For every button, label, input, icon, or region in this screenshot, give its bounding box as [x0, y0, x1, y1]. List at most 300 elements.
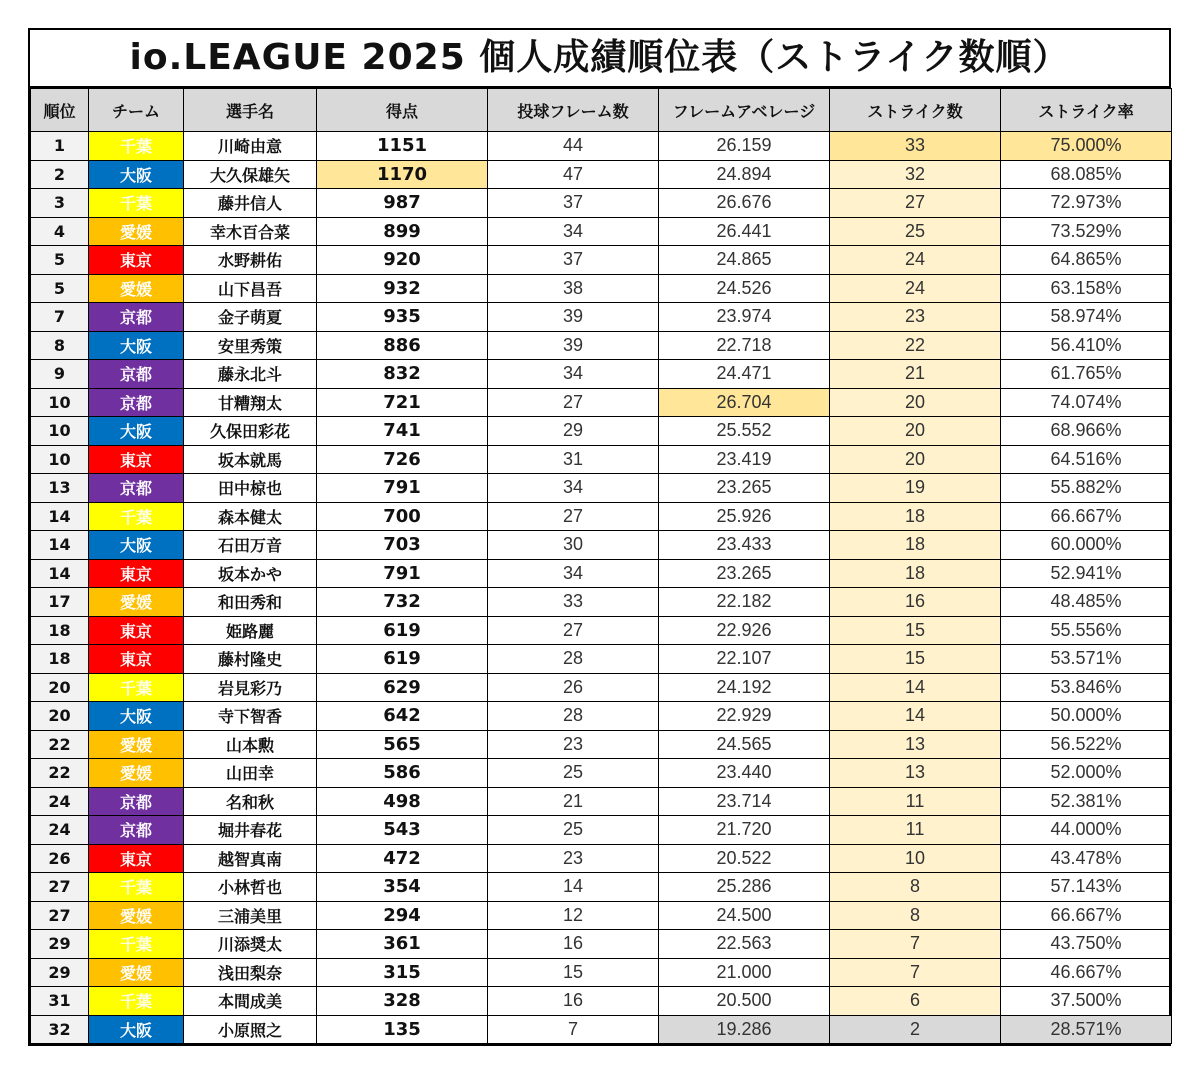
strikes-cell: 32 — [830, 160, 1001, 189]
frame-average-cell: 19.286 — [659, 1015, 830, 1044]
frames-cell: 23 — [488, 844, 659, 873]
table-row — [31, 930, 1172, 959]
strike-rate-cell: 52.381% — [1001, 787, 1172, 816]
score-cell: 619 — [317, 645, 488, 674]
strikes-cell: 13 — [830, 759, 1001, 788]
rank-cell: 14 — [31, 531, 89, 560]
frame-average-cell: 25.926 — [659, 502, 830, 531]
header-row — [31, 89, 1172, 132]
frames-cell: 25 — [488, 759, 659, 788]
player-name-cell: 金子萌夏 — [184, 303, 317, 332]
team-cell: 東京 — [89, 645, 184, 674]
player-name-cell: 藤井信人 — [184, 189, 317, 218]
frame-average-cell: 25.286 — [659, 873, 830, 902]
team-cell: 愛媛 — [89, 759, 184, 788]
player-name-cell: 甘糟翔太 — [184, 388, 317, 417]
frames-cell: 33 — [488, 588, 659, 617]
frame-average-cell: 24.526 — [659, 274, 830, 303]
strike-rate-cell: 48.485% — [1001, 588, 1172, 617]
frame-average-cell: 24.471 — [659, 360, 830, 389]
strike-rate-cell: 74.074% — [1001, 388, 1172, 417]
table-row — [31, 160, 1172, 189]
score-cell: 791 — [317, 474, 488, 503]
strikes-cell: 20 — [830, 417, 1001, 446]
rank-cell: 14 — [31, 559, 89, 588]
player-name-cell: 水野耕佑 — [184, 246, 317, 275]
header-rank: 順位 — [31, 89, 89, 132]
strike-rate-cell: 50.000% — [1001, 702, 1172, 731]
score-cell: 935 — [317, 303, 488, 332]
table-row — [31, 274, 1172, 303]
strike-rate-cell: 53.846% — [1001, 673, 1172, 702]
player-name-cell: 三浦美里 — [184, 901, 317, 930]
score-cell: 721 — [317, 388, 488, 417]
table-body — [31, 132, 1172, 1044]
strike-rate-cell: 68.085% — [1001, 160, 1172, 189]
frame-average-cell: 22.182 — [659, 588, 830, 617]
team-cell: 大阪 — [89, 1015, 184, 1044]
frame-average-cell: 22.107 — [659, 645, 830, 674]
frames-cell: 21 — [488, 787, 659, 816]
rank-cell: 20 — [31, 673, 89, 702]
team-cell: 千葉 — [89, 930, 184, 959]
team-cell: 愛媛 — [89, 274, 184, 303]
table-row — [31, 474, 1172, 503]
player-name-cell: 山田幸 — [184, 759, 317, 788]
player-name-cell: 大久保雄矢 — [184, 160, 317, 189]
frames-cell: 28 — [488, 645, 659, 674]
header-frames: 投球フレーム数 — [488, 89, 659, 132]
team-cell: 千葉 — [89, 502, 184, 531]
team-cell: 京都 — [89, 816, 184, 845]
frames-cell: 44 — [488, 132, 659, 161]
header-strike-rate: ストライク率 — [1001, 89, 1172, 132]
strikes-cell: 8 — [830, 901, 1001, 930]
team-cell: 大阪 — [89, 531, 184, 560]
score-cell: 472 — [317, 844, 488, 873]
team-cell: 東京 — [89, 445, 184, 474]
rank-cell: 2 — [31, 160, 89, 189]
frame-average-cell: 24.894 — [659, 160, 830, 189]
strikes-cell: 15 — [830, 616, 1001, 645]
team-cell: 大阪 — [89, 331, 184, 360]
score-cell: 741 — [317, 417, 488, 446]
rank-cell: 22 — [31, 759, 89, 788]
strike-rate-cell: 73.529% — [1001, 217, 1172, 246]
score-cell: 586 — [317, 759, 488, 788]
strikes-cell: 8 — [830, 873, 1001, 902]
page-title: io.LEAGUE 2025 個人成績順位表（ストライク数順） — [30, 30, 1169, 88]
table-row — [31, 531, 1172, 560]
table-row — [31, 702, 1172, 731]
frame-average-cell: 24.565 — [659, 730, 830, 759]
strikes-cell: 7 — [830, 958, 1001, 987]
strikes-cell: 11 — [830, 816, 1001, 845]
team-cell: 愛媛 — [89, 217, 184, 246]
table-row — [31, 189, 1172, 218]
score-cell: 565 — [317, 730, 488, 759]
table-row — [31, 217, 1172, 246]
table-row — [31, 303, 1172, 332]
table-row — [31, 1015, 1172, 1044]
rank-cell: 29 — [31, 930, 89, 959]
table-row — [31, 588, 1172, 617]
frames-cell: 28 — [488, 702, 659, 731]
strike-rate-cell: 55.882% — [1001, 474, 1172, 503]
strikes-cell: 33 — [830, 132, 1001, 161]
team-cell: 京都 — [89, 303, 184, 332]
team-cell: 京都 — [89, 388, 184, 417]
player-name-cell: 小林哲也 — [184, 873, 317, 902]
team-cell: 京都 — [89, 787, 184, 816]
ranking-table — [30, 88, 1172, 1044]
score-cell: 700 — [317, 502, 488, 531]
strikes-cell: 2 — [830, 1015, 1001, 1044]
frame-average-cell: 23.433 — [659, 531, 830, 560]
strike-rate-cell: 46.667% — [1001, 958, 1172, 987]
team-cell: 大阪 — [89, 702, 184, 731]
player-name-cell: 川崎由意 — [184, 132, 317, 161]
team-cell: 千葉 — [89, 673, 184, 702]
table-row — [31, 673, 1172, 702]
strike-rate-cell: 61.765% — [1001, 360, 1172, 389]
header-team: チーム — [89, 89, 184, 132]
frame-average-cell: 22.718 — [659, 331, 830, 360]
frame-average-cell: 26.704 — [659, 388, 830, 417]
frame-average-cell: 23.419 — [659, 445, 830, 474]
frame-average-cell: 23.265 — [659, 559, 830, 588]
strikes-cell: 10 — [830, 844, 1001, 873]
score-cell: 543 — [317, 816, 488, 845]
player-name-cell: 岩見彩乃 — [184, 673, 317, 702]
strikes-cell: 18 — [830, 559, 1001, 588]
player-name-cell: 坂本かや — [184, 559, 317, 588]
score-cell: 619 — [317, 616, 488, 645]
score-cell: 899 — [317, 217, 488, 246]
strike-rate-cell: 28.571% — [1001, 1015, 1172, 1044]
table-row — [31, 816, 1172, 845]
strike-rate-cell: 57.143% — [1001, 873, 1172, 902]
strikes-cell: 20 — [830, 445, 1001, 474]
frame-average-cell: 24.192 — [659, 673, 830, 702]
frames-cell: 16 — [488, 987, 659, 1016]
strikes-cell: 19 — [830, 474, 1001, 503]
score-cell: 1151 — [317, 132, 488, 161]
player-name-cell: 田中椋也 — [184, 474, 317, 503]
score-cell: 1170 — [317, 160, 488, 189]
frame-average-cell: 22.929 — [659, 702, 830, 731]
rank-cell: 27 — [31, 901, 89, 930]
ranking-sheet — [28, 28, 1171, 1046]
score-cell: 703 — [317, 531, 488, 560]
player-name-cell: 森本健太 — [184, 502, 317, 531]
frames-cell: 34 — [488, 360, 659, 389]
rank-cell: 4 — [31, 217, 89, 246]
frames-cell: 15 — [488, 958, 659, 987]
score-cell: 629 — [317, 673, 488, 702]
team-cell: 東京 — [89, 559, 184, 588]
score-cell: 135 — [317, 1015, 488, 1044]
player-name-cell: 越智真南 — [184, 844, 317, 873]
table-row — [31, 958, 1172, 987]
player-name-cell: 藤永北斗 — [184, 360, 317, 389]
frames-cell: 39 — [488, 331, 659, 360]
frame-average-cell: 20.522 — [659, 844, 830, 873]
strikes-cell: 18 — [830, 502, 1001, 531]
rank-cell: 8 — [31, 331, 89, 360]
score-cell: 920 — [317, 246, 488, 275]
strikes-cell: 16 — [830, 588, 1001, 617]
strike-rate-cell: 56.410% — [1001, 331, 1172, 360]
rank-cell: 14 — [31, 502, 89, 531]
frame-average-cell: 21.720 — [659, 816, 830, 845]
strikes-cell: 27 — [830, 189, 1001, 218]
strikes-cell: 22 — [830, 331, 1001, 360]
rank-cell: 3 — [31, 189, 89, 218]
frame-average-cell: 26.441 — [659, 217, 830, 246]
rank-cell: 17 — [31, 588, 89, 617]
team-cell: 大阪 — [89, 160, 184, 189]
table-row — [31, 759, 1172, 788]
strike-rate-cell: 63.158% — [1001, 274, 1172, 303]
player-name-cell: 浅田梨奈 — [184, 958, 317, 987]
strikes-cell: 18 — [830, 531, 1001, 560]
table-row — [31, 901, 1172, 930]
rank-cell: 10 — [31, 417, 89, 446]
strike-rate-cell: 55.556% — [1001, 616, 1172, 645]
player-name-cell: 坂本就馬 — [184, 445, 317, 474]
table-row — [31, 331, 1172, 360]
strikes-cell: 11 — [830, 787, 1001, 816]
strikes-cell: 7 — [830, 930, 1001, 959]
frames-cell: 38 — [488, 274, 659, 303]
score-cell: 832 — [317, 360, 488, 389]
strike-rate-cell: 52.941% — [1001, 559, 1172, 588]
table-row — [31, 987, 1172, 1016]
frames-cell: 30 — [488, 531, 659, 560]
frames-cell: 26 — [488, 673, 659, 702]
team-cell: 千葉 — [89, 873, 184, 902]
table-row — [31, 246, 1172, 275]
frame-average-cell: 26.676 — [659, 189, 830, 218]
player-name-cell: 小原照之 — [184, 1015, 317, 1044]
strike-rate-cell: 43.478% — [1001, 844, 1172, 873]
score-cell: 791 — [317, 559, 488, 588]
strikes-cell: 14 — [830, 702, 1001, 731]
strike-rate-cell: 53.571% — [1001, 645, 1172, 674]
strikes-cell: 21 — [830, 360, 1001, 389]
score-cell: 932 — [317, 274, 488, 303]
frame-average-cell: 26.159 — [659, 132, 830, 161]
frames-cell: 34 — [488, 559, 659, 588]
team-cell: 東京 — [89, 616, 184, 645]
rank-cell: 32 — [31, 1015, 89, 1044]
player-name-cell: 姫路麗 — [184, 616, 317, 645]
frames-cell: 34 — [488, 217, 659, 246]
strikes-cell: 15 — [830, 645, 1001, 674]
strikes-cell: 25 — [830, 217, 1001, 246]
score-cell: 328 — [317, 987, 488, 1016]
table-row — [31, 616, 1172, 645]
team-cell: 愛媛 — [89, 730, 184, 759]
score-cell: 886 — [317, 331, 488, 360]
rank-cell: 1 — [31, 132, 89, 161]
header-strikes: ストライク数 — [830, 89, 1001, 132]
player-name-cell: 山下昌吾 — [184, 274, 317, 303]
header-frame-average: フレームアベレージ — [659, 89, 830, 132]
rank-cell: 24 — [31, 816, 89, 845]
strikes-cell: 24 — [830, 274, 1001, 303]
rank-cell: 26 — [31, 844, 89, 873]
player-name-cell: 久保田彩花 — [184, 417, 317, 446]
player-name-cell: 堀井春花 — [184, 816, 317, 845]
frame-average-cell: 25.552 — [659, 417, 830, 446]
rank-cell: 5 — [31, 246, 89, 275]
table-row — [31, 445, 1172, 474]
rank-cell: 29 — [31, 958, 89, 987]
team-cell: 千葉 — [89, 987, 184, 1016]
strikes-cell: 14 — [830, 673, 1001, 702]
score-cell: 294 — [317, 901, 488, 930]
frames-cell: 37 — [488, 246, 659, 275]
header-score: 得点 — [317, 89, 488, 132]
player-name-cell: 安里秀策 — [184, 331, 317, 360]
player-name-cell: 本間成美 — [184, 987, 317, 1016]
score-cell: 642 — [317, 702, 488, 731]
team-cell: 大阪 — [89, 417, 184, 446]
table-row — [31, 559, 1172, 588]
rank-cell: 20 — [31, 702, 89, 731]
player-name-cell: 和田秀和 — [184, 588, 317, 617]
team-cell: 愛媛 — [89, 588, 184, 617]
frame-average-cell: 23.714 — [659, 787, 830, 816]
frames-cell: 29 — [488, 417, 659, 446]
frames-cell: 14 — [488, 873, 659, 902]
table-row — [31, 502, 1172, 531]
frame-average-cell: 24.500 — [659, 901, 830, 930]
score-cell: 732 — [317, 588, 488, 617]
rank-cell: 10 — [31, 388, 89, 417]
frame-average-cell: 23.265 — [659, 474, 830, 503]
strikes-cell: 20 — [830, 388, 1001, 417]
frames-cell: 16 — [488, 930, 659, 959]
strike-rate-cell: 72.973% — [1001, 189, 1172, 218]
rank-cell: 10 — [31, 445, 89, 474]
frame-average-cell: 21.000 — [659, 958, 830, 987]
frame-average-cell: 24.865 — [659, 246, 830, 275]
team-cell: 東京 — [89, 844, 184, 873]
frame-average-cell: 23.974 — [659, 303, 830, 332]
player-name-cell: 藤村隆史 — [184, 645, 317, 674]
table-row — [31, 730, 1172, 759]
strike-rate-cell: 37.500% — [1001, 987, 1172, 1016]
player-name-cell: 石田万音 — [184, 531, 317, 560]
rank-cell: 27 — [31, 873, 89, 902]
rank-cell: 24 — [31, 787, 89, 816]
frame-average-cell: 22.926 — [659, 616, 830, 645]
strike-rate-cell: 56.522% — [1001, 730, 1172, 759]
table-row — [31, 132, 1172, 161]
strike-rate-cell: 64.865% — [1001, 246, 1172, 275]
strike-rate-cell: 60.000% — [1001, 531, 1172, 560]
strike-rate-cell: 64.516% — [1001, 445, 1172, 474]
score-cell: 498 — [317, 787, 488, 816]
frames-cell: 23 — [488, 730, 659, 759]
strikes-cell: 13 — [830, 730, 1001, 759]
rank-cell: 9 — [31, 360, 89, 389]
table-row — [31, 645, 1172, 674]
strike-rate-cell: 75.000% — [1001, 132, 1172, 161]
table-row — [31, 787, 1172, 816]
strike-rate-cell: 43.750% — [1001, 930, 1172, 959]
frames-cell: 27 — [488, 502, 659, 531]
frame-average-cell: 20.500 — [659, 987, 830, 1016]
frames-cell: 34 — [488, 474, 659, 503]
rank-cell: 18 — [31, 616, 89, 645]
rank-cell: 18 — [31, 645, 89, 674]
table-row — [31, 388, 1172, 417]
team-cell: 愛媛 — [89, 958, 184, 987]
strike-rate-cell: 58.974% — [1001, 303, 1172, 332]
frames-cell: 7 — [488, 1015, 659, 1044]
frame-average-cell: 23.440 — [659, 759, 830, 788]
strike-rate-cell: 68.966% — [1001, 417, 1172, 446]
score-cell: 726 — [317, 445, 488, 474]
strike-rate-cell: 44.000% — [1001, 816, 1172, 845]
score-cell: 987 — [317, 189, 488, 218]
player-name-cell: 名和秋 — [184, 787, 317, 816]
team-cell: 千葉 — [89, 189, 184, 218]
table-row — [31, 417, 1172, 446]
table-row — [31, 360, 1172, 389]
frames-cell: 25 — [488, 816, 659, 845]
team-cell: 愛媛 — [89, 901, 184, 930]
rank-cell: 31 — [31, 987, 89, 1016]
strike-rate-cell: 66.667% — [1001, 502, 1172, 531]
rank-cell: 13 — [31, 474, 89, 503]
frames-cell: 27 — [488, 388, 659, 417]
frames-cell: 39 — [488, 303, 659, 332]
frames-cell: 37 — [488, 189, 659, 218]
player-name-cell: 山本勲 — [184, 730, 317, 759]
player-name-cell: 幸木百合菜 — [184, 217, 317, 246]
rank-cell: 5 — [31, 274, 89, 303]
rank-cell: 7 — [31, 303, 89, 332]
strike-rate-cell: 66.667% — [1001, 901, 1172, 930]
header-player-name: 選手名 — [184, 89, 317, 132]
player-name-cell: 川添奨太 — [184, 930, 317, 959]
frames-cell: 47 — [488, 160, 659, 189]
team-cell: 京都 — [89, 360, 184, 389]
rank-cell: 22 — [31, 730, 89, 759]
frames-cell: 27 — [488, 616, 659, 645]
team-cell: 京都 — [89, 474, 184, 503]
table-row — [31, 844, 1172, 873]
team-cell: 東京 — [89, 246, 184, 275]
frames-cell: 12 — [488, 901, 659, 930]
frames-cell: 31 — [488, 445, 659, 474]
strikes-cell: 23 — [830, 303, 1001, 332]
strike-rate-cell: 52.000% — [1001, 759, 1172, 788]
score-cell: 315 — [317, 958, 488, 987]
score-cell: 361 — [317, 930, 488, 959]
strikes-cell: 24 — [830, 246, 1001, 275]
table-row — [31, 873, 1172, 902]
frame-average-cell: 22.563 — [659, 930, 830, 959]
team-cell: 千葉 — [89, 132, 184, 161]
player-name-cell: 寺下智香 — [184, 702, 317, 731]
strikes-cell: 6 — [830, 987, 1001, 1016]
